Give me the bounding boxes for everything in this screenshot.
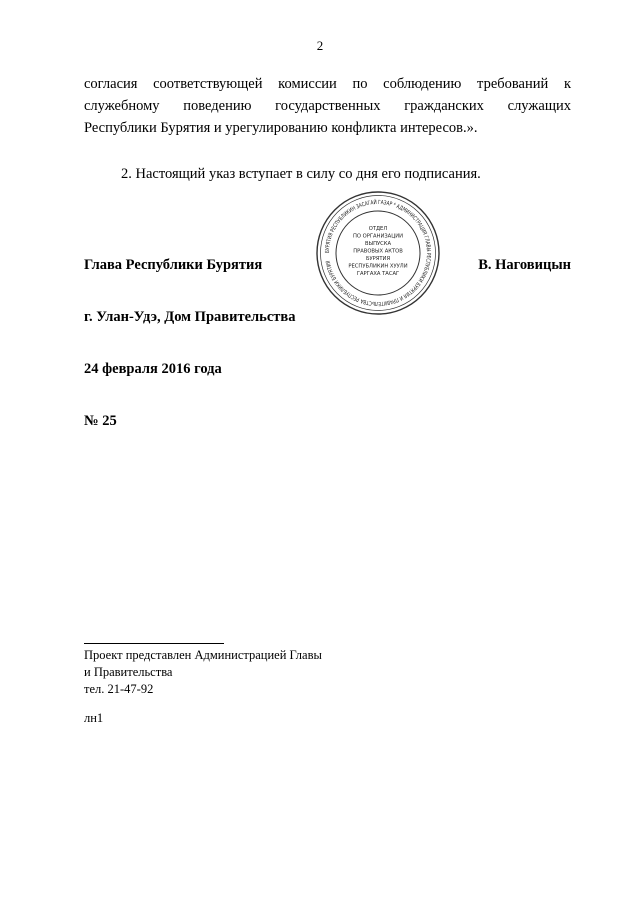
paragraph-continuation	[84, 73, 571, 139]
seal-ring-text: БУРЯТИЯ РЕСПУБЛИКИН ЗАСАГАЙ ГАЗАР * АДМИНИСТРАЦИЯ ГЛАВЫ РЕСПУБЛИКИ БУРЯТИЯ И ПРАВИТЕЛЬСТВА РЕСПУБЛИКИ БУРЯТИЯ	[324, 199, 432, 307]
paragraph-line: согласия соответствующей комиссии по соблюдению требований к	[84, 76, 571, 92]
official-seal	[315, 190, 441, 316]
footnote-line: и Правительства	[84, 665, 173, 679]
seal-center-line: ОТДЕЛ	[368, 226, 388, 232]
executor-initials: лн1	[84, 711, 104, 725]
document-date: 24 февраля 2016 года	[84, 361, 222, 377]
signature-name: В. Наговицын	[478, 257, 571, 273]
footnote-separator	[84, 643, 224, 644]
document-number: № 25	[84, 413, 117, 429]
page-number: 2	[316, 38, 324, 53]
footnote	[84, 647, 322, 698]
document-place: г. Улан-Удэ, Дом Правительства	[84, 309, 296, 325]
paragraph-2: 2. Настоящий указ вступает в силу со дня его подписания.	[121, 166, 481, 182]
footnote-line: Проект представлен Администрацией Главы	[84, 648, 322, 662]
seal-center-line: ПРАВОВЫХ АКТОВ	[353, 248, 403, 255]
seal-center-line: БУРЯТИЯ	[365, 256, 391, 262]
seal-center-line: ВЫПУСКА	[364, 241, 392, 247]
signature-position: Глава Республики Бурятия	[84, 257, 263, 273]
paragraph-line: служебному поведению государственных гражданских служащих	[84, 98, 571, 114]
seal-center-line: ГАРГАХА ТАСАГ	[356, 271, 400, 277]
seal-center-line: ПО ОРГАНИЗАЦИИ	[352, 233, 404, 240]
paragraph-line: Республики Бурятия и урегулированию конфликта интересов.».	[84, 120, 478, 136]
footnote-line: тел. 21-47-92	[84, 682, 154, 696]
seal-center-line: РЕСПУБЛИКИН ХУУЛИ	[348, 263, 408, 270]
